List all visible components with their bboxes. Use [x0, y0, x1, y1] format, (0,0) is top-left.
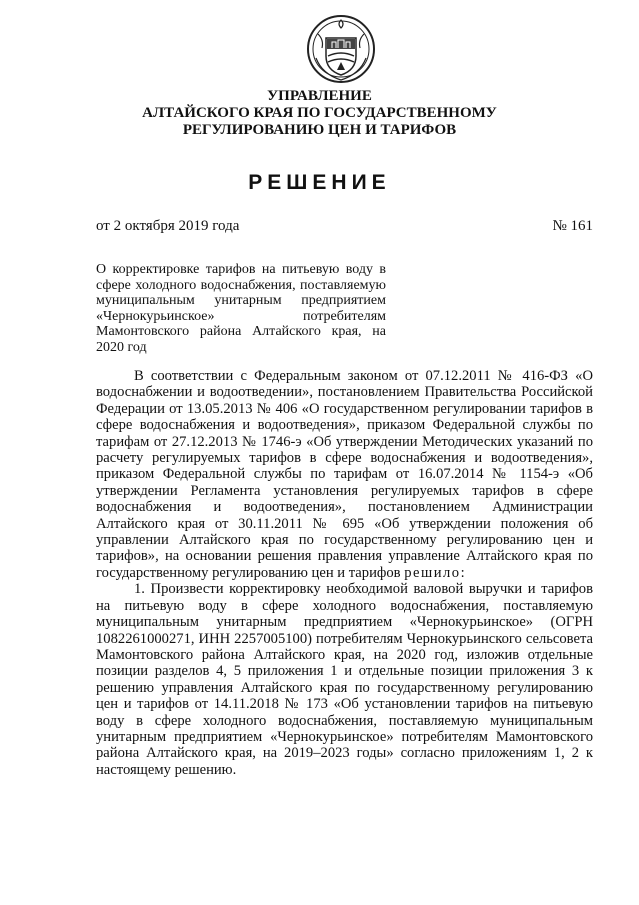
document-title: РЕШЕНИЕ	[248, 171, 391, 194]
document-number: № 161	[552, 218, 593, 234]
decided-word: решило	[404, 564, 461, 581]
clause-1-paragraph: 1. Произвести корректировку необходимой валовой выручки и тарифов на питьевую воду в сфере холодного водоснабжения, поставляемую муниципальным унитарным предприятием «Чернокурьинское» (ОГРН 1082261000271, ИНН 2257005100) потребителям Чернокурьинского сельсовета Мамонтовского района Алтайского края, на 2020 год, изложив отдельные позиции разделов 4, 5 приложения 1 и отдельные позиции приложения 3 к решению управления Алтайского края по государственному регулированию цен и тарифов от 14.11.2018 № 173 «Об установлении тарифов на питьевую воду в сфере холодного водоснабжения, поставляемую муниципальным унитарным предприятием «Чернокурьинское» потребителям Мамонтовского района Алтайского края, на 2019–2023 годы» согласно приложениям 1, 2 к настоящему решению.	[96, 581, 593, 778]
preamble-text: В соответствии с Федеральным законом от 07.12.2011 № 416-ФЗ «О водоснабжении и водоотведении», постановлением Правительства Российской Федерации от 13.05.2013 № 406 «О государственном регулировании тарифов в сфере водоснабжения и водоотведения», приказом Федеральной службы по тарифам от 27.12.2013 № 1746-э «Об утверждении Методических указаний по расчету регулируемых тарифов в сфере водоснабжения и водоотведения», приказом Федеральной службы по тарифам от 16.07.2014 № 1154-э «Об утверждении Регламента установления регулируемых тарифов в сфере водоснабжения и водоотведения», постановлением Администрации Алтайского края от 30.11.2011 № 695 «Об утверждении положения об управлении Алтайского края по государственному регулированию цен и тарифов», на основании решения правления управление Алтайского края по государственному регулированию цен и тарифов	[96, 368, 593, 581]
document-date: от 2 октября 2019 года	[96, 218, 240, 234]
issuing-authority	[100, 88, 539, 139]
coat-of-arms-icon	[306, 12, 376, 86]
org-line-1: УПРАВЛЕНИЕ	[267, 88, 372, 104]
document-body	[96, 368, 593, 778]
org-line-2: АЛТАЙСКОГО КРАЯ ПО ГОСУДАРСТВЕННОМУ	[142, 105, 497, 121]
preamble-paragraph	[96, 368, 593, 581]
preamble-colon: :	[460, 564, 465, 581]
org-line-3: РЕГУЛИРОВАНИЮ ЦЕН И ТАРИФОВ	[182, 122, 457, 138]
document-subject: О корректировке тарифов на питьевую воду в сфере холодного водоснабжения, поставляемую муниципальным унитарным предприятием «Чернокурьинское» потребителям Мамонтовского района Алтайского края, на 2020 год	[96, 262, 386, 355]
